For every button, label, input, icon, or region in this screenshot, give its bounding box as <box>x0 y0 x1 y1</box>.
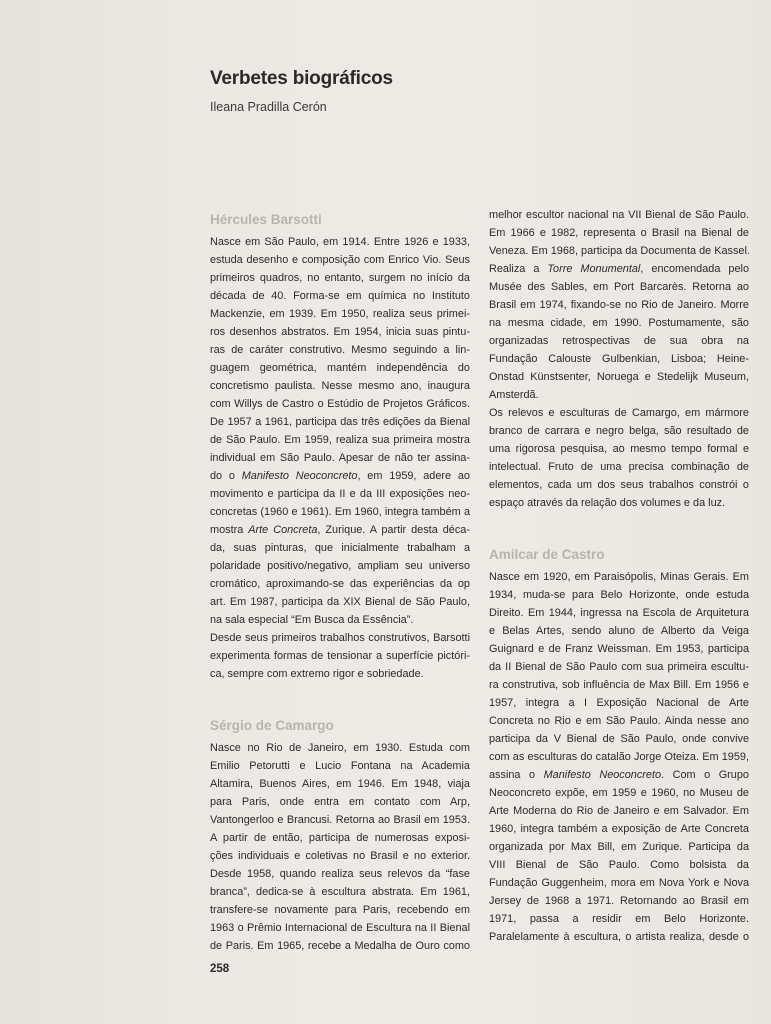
page-author: Ileana Pradilla Cerón <box>210 100 327 114</box>
text-line: Altamira, Buenos Aires, em 1946. Em 1948, viaja <box>210 778 470 790</box>
text-line: de Paris. Em 1965, recebe a Medalha de Ouro como <box>210 940 470 952</box>
text-line: 1957, integra a I Exposição Nacional de Arte <box>489 697 749 709</box>
text-line: movimento e participa da II e da III exposições neo- <box>210 488 470 500</box>
text-run: assina o <box>489 769 536 781</box>
text-run: Realiza a <box>489 263 540 275</box>
text-line: 1963 o Prêmio Internacional de Escultura na II Bienal <box>210 922 470 934</box>
work-title: Manifesto Neoconcreto <box>543 769 662 781</box>
text-line: melhor escultor nacional na VII Bienal de São Paulo. <box>489 209 749 221</box>
right-column <box>489 206 749 946</box>
text-line: intelectual. Fruto de uma precisa combinação de <box>489 461 749 473</box>
text-line: Arte Moderna do Rio de Janeiro e em Salvador. Em <box>489 805 749 817</box>
text-line: Onstad Künstsenter, Noruega e Stedelijk Museum, <box>489 371 749 383</box>
text-line: polaridade positivo/negativo, ampliam seu universo <box>210 560 470 572</box>
text-line: 1934, muda-se para Belo Horizonte, onde estuda <box>489 589 749 601</box>
text-line: para Paris, onde entra em contato com Arp, <box>210 796 470 808</box>
text-line: ções individuais e coletivas no Brasil e no exterior. <box>210 850 470 862</box>
text-run: . Com o Grupo <box>661 769 749 781</box>
text-line: Desde 1958, quando realiza seus relevos da “fase <box>210 868 470 880</box>
text-line: década de 40. Forma-se em química no Instituto <box>210 290 470 302</box>
text-line <box>210 467 470 485</box>
entry-body-camargo <box>210 739 470 955</box>
text-line: com Willys de Castro o Estúdio de Projetos Gráficos. <box>210 398 470 410</box>
text-line: de São Paulo. Em 1959, realiza sua primeira mostra <box>210 434 470 446</box>
text-line: Fundação Guggenheim, mora em Nova York e Nova <box>489 877 749 889</box>
text-line: concretas (1960 e 1961). Em 1960, integra também a <box>210 506 470 518</box>
text-line: 1960, integra também a exposição de Arte Concreta <box>489 823 749 835</box>
text-line: ra construtiva, sob influência de Max Bill. Em 1956 e <box>489 679 749 691</box>
text-run: , em 1959, adere ao <box>357 470 470 482</box>
text-run: do o <box>210 470 235 482</box>
text-line: estuda desenho e composição com Enrico Vio. Seus <box>210 254 470 266</box>
text-line <box>489 766 749 784</box>
text-line: Nasce em São Paulo, em 1914. Entre 1926 e 1933, <box>210 236 470 248</box>
text-line: elementos, cada um dos seus trabalhos constrói o <box>489 479 749 491</box>
text-line: Brasil em 1974, fixando-se no Rio de Janeiro. Morre <box>489 299 749 311</box>
work-title: Manifesto Neoconcreto <box>241 470 358 482</box>
work-title: Torre Monumental <box>547 263 641 275</box>
text-line: Em 1966 e 1982, representa o Brasil na Bienal de <box>489 227 749 239</box>
text-line: Fundação Calouste Gulbenkian, Lisboa; Heine- <box>489 353 749 365</box>
left-column <box>210 211 470 955</box>
text-line: Emilio Petorutti e Lucio Fontana na Academia <box>210 760 470 772</box>
text-line: branca”, dedica-se à escultura abstrata. Em 1961, <box>210 886 470 898</box>
text-line: Neoconcreto expõe, em 1959 e 1960, no Museu de <box>489 787 749 799</box>
text-line: Veneza. Em 1968, participa da Documenta de Kassel. <box>489 245 750 257</box>
text-line: 1971, passa a residir em Belo Horizonte. <box>489 913 749 925</box>
text-line: Nasce no Rio de Janeiro, em 1930. Estuda com <box>210 742 470 754</box>
text-line: Jersey de 1968 a 1971. Retornando ao Brasil em <box>489 895 749 907</box>
text-line: ros desenhos abstratos. Em 1954, inicia suas pintu- <box>210 326 470 338</box>
text-line: participa da V Bienal de São Paulo, onde convive <box>489 733 749 745</box>
text-line: organizada por Max Bill, em Zurique. Participa da <box>489 841 749 853</box>
entry-body-barsotti <box>210 233 470 683</box>
text-run: , Zurique. A partir desta déca- <box>317 524 470 536</box>
text-line: Os relevos e esculturas de Camargo, em mármore <box>489 407 749 419</box>
text-line: cromático, aproximando-se das experiências da op <box>210 578 470 590</box>
text-line: espaço através da relação dos volumes e da luz. <box>489 497 726 509</box>
text-line: Desde seus primeiros trabalhos construtivos, Barsotti <box>210 632 470 644</box>
text-line <box>210 521 470 539</box>
entry-name-camargo: Sérgio de Camargo <box>210 718 334 733</box>
text-line: uma rigorosa pesquisa, ao mesmo tempo formal e <box>489 443 749 455</box>
text-line: Direito. Em 1944, ingressa na Escola de Arquitetura <box>489 607 749 619</box>
text-line: Vantongerloo e Brancusi. Retorna ao Brasil em 1953. <box>210 814 470 826</box>
text-run: , encomendada pelo <box>640 263 750 275</box>
text-line: A partir de então, participa de numerosas exposi- <box>210 832 470 844</box>
text-line: na mesma cidade, em 1990. Postumamente, são <box>489 317 749 329</box>
text-line: e Belas Artes, sendo aluno de Alberto da Veiga <box>489 625 749 637</box>
text-line: ras de caráter construtivo. Mesmo seguindo a lin- <box>210 344 470 356</box>
text-line: da, suas pinturas, que inicialmente trabalham a <box>210 542 470 554</box>
text-line: Mackenzie, em 1939. Em 1950, realiza seus primei- <box>210 308 470 320</box>
text-line: Guignard e de Franz Weissman. Em 1953, participa <box>489 643 749 655</box>
text-line: organizadas retrospectivas de sua obra na <box>489 335 749 347</box>
text-line: transfere-se novamente para Paris, recebendo em <box>210 904 470 916</box>
text-line: guagem geométrica, mantém independência do <box>210 362 470 374</box>
text-line: concretismo paulista. Nesse mesmo ano, inaugura <box>210 380 470 392</box>
text-line: De 1957 a 1961, participa das três edições da Bienal <box>210 416 470 428</box>
text-line: primeiros quadros, no entanto, surgem no início da <box>210 272 470 284</box>
text-line: da II Bienal de São Paulo com sua primeira escultu- <box>489 661 749 673</box>
text-line: VIII Bienal de São Paulo. Como bolsista da <box>489 859 749 871</box>
text-line: na sala especial “Em Busca da Essência”. <box>210 614 414 626</box>
text-line <box>489 260 749 278</box>
text-line: art. Em 1987, participa da XIX Bienal de São Paulo, <box>210 596 470 608</box>
entry-name-castro: Amilcar de Castro <box>489 547 605 562</box>
text-line: individual em São Paulo. Apesar de não ter assina- <box>210 452 470 464</box>
page-number: 258 <box>210 963 230 975</box>
text-line: Musée des Sables, em Port Barcarès. Retorna ao <box>489 281 749 293</box>
text-line: experimenta formas de tensionar a superfície pictóri- <box>210 650 470 662</box>
text-line: Amsterdã. <box>489 389 539 401</box>
entry-name-barsotti: Hércules Barsotti <box>210 212 322 227</box>
text-line: Concreta no Rio e em São Paulo. Ainda nesse ano <box>489 715 749 727</box>
entry-body-castro <box>489 568 749 946</box>
entry-body-camargo-continued <box>489 206 749 512</box>
text-line: branco de carrara e negro belga, são resultado de <box>489 425 749 437</box>
work-title: Arte Concreta <box>248 524 318 536</box>
text-run: mostra <box>210 524 244 536</box>
text-line: Nasce em 1920, em Paraisópolis, Minas Gerais. Em <box>489 571 749 583</box>
page-title: Verbetes biográficos <box>210 68 393 89</box>
text-line: ca, sempre com extremo rigor e sobriedade. <box>210 668 424 680</box>
text-line: com as esculturas do catalão Jorge Oteiza. Em 1959, <box>489 751 749 763</box>
text-line: Paralelamente à escultura, o artista realiza, desde o <box>489 931 749 943</box>
